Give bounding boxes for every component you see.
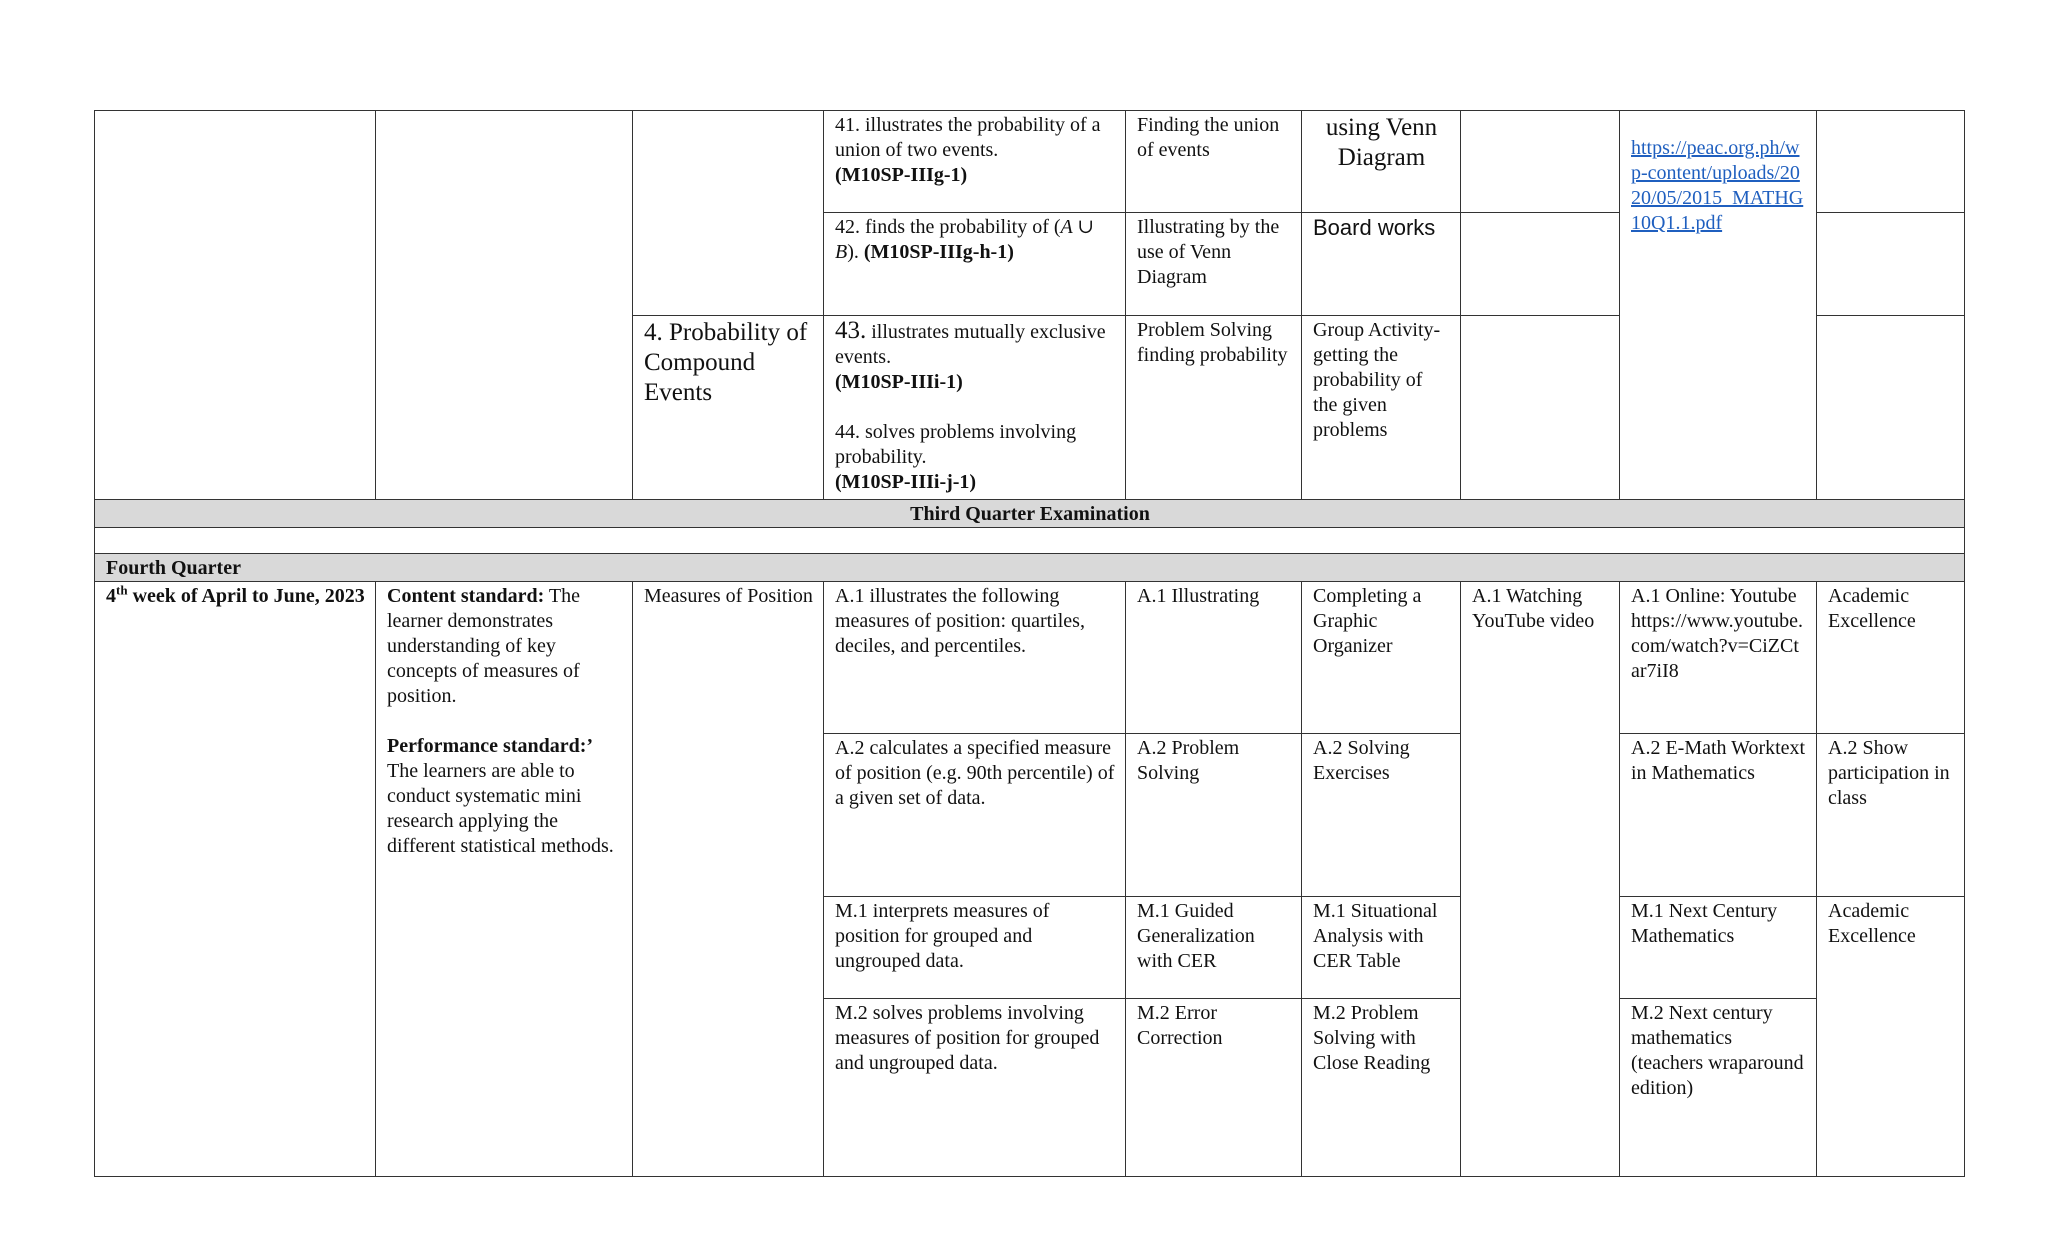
resource-cell: A.1 Online: Youtube https://www.youtube.com/watch?v=CiZCtar7iI8 — [1620, 582, 1817, 734]
competency-43-code: (M10SP-IIIi-1) — [835, 371, 963, 393]
date-cell — [95, 582, 376, 1177]
competency-42-text: 42. finds the probability of ( — [835, 216, 1061, 238]
exam-banner: Third Quarter Examination — [95, 500, 1965, 528]
competency-42-math: A ∪ B — [835, 216, 1095, 263]
strategy-cell: M.1 Situational Analysis with CER Table — [1302, 897, 1461, 999]
quarter-header: Fourth Quarter — [95, 554, 1965, 582]
content-standard-text: The learner demonstrates understanding of key concepts of measures of position. — [387, 585, 580, 707]
value-cell: Academic Excellence — [1817, 582, 1965, 734]
strategy-cell: Board works — [1302, 213, 1461, 316]
strategy-cell: using Venn Diagram — [1302, 111, 1461, 213]
date-prefix: 4 — [106, 585, 116, 607]
topic-compound-events: 4. Probability of Compound Events — [633, 316, 824, 500]
competency-42-end: ). — [847, 241, 859, 263]
resource-cell: M.1 Next Century Mathematics — [1620, 897, 1817, 999]
strategy-cell: Group Activity- getting the probability of the given problems — [1302, 316, 1461, 500]
performance-standard-text: The learners are able to conduct systematic mini research applying the different statistical methods. — [387, 760, 614, 857]
competency-43-text: illustrates mutually exclusive events. — [835, 321, 1106, 368]
competency-cell: M.2 solves problems involving measures of position for grouped and ungrouped data. — [824, 999, 1126, 1177]
strategy-cell: A.2 Solving Exercises — [1302, 734, 1461, 897]
strategy-cell: Completing a Graphic Organizer — [1302, 582, 1461, 734]
competency-44-text: 44. solves problems involving probability. — [835, 421, 1077, 468]
table-row — [95, 500, 1965, 528]
value-cell: Academic Excellence — [1817, 897, 1965, 1177]
empty-cell — [1817, 316, 1965, 500]
table-row — [95, 111, 1965, 213]
empty-cell — [1461, 213, 1620, 316]
competency-41-cell — [824, 111, 1126, 213]
competency-42-code: (M10SP-IIIg-h-1) — [863, 241, 1014, 263]
activity-cell: Finding the union of events — [1126, 111, 1302, 213]
activity-cell: Illustrating by the use of Venn Diagram — [1126, 213, 1302, 316]
competency-cell: M.1 interprets measures of position for grouped and ungrouped data. — [824, 897, 1126, 999]
performance-standard-label: Performance standard:’ — [387, 735, 594, 757]
competency-44-code: (M10SP-IIIi-j-1) — [835, 471, 977, 493]
competency-43-number: 43. — [835, 317, 867, 344]
table-row — [95, 554, 1965, 582]
empty-cell — [1817, 213, 1965, 316]
date-sup: th — [116, 582, 128, 598]
strategy-cell: M.2 Problem Solving with Close Reading — [1302, 999, 1461, 1177]
table-row — [95, 582, 1965, 734]
competency-41-code: (M10SP-IIIg-1) — [835, 164, 968, 186]
empty-cell-date — [95, 111, 376, 500]
tools-cell: A.1 Watching YouTube video — [1461, 582, 1620, 1177]
activity-cell: M.1 Guided Generalization with CER — [1126, 897, 1302, 999]
competency-43-44-cell — [824, 316, 1126, 500]
resource-cell: M.2 Next century mathematics (teachers wraparound edition) — [1620, 999, 1817, 1177]
empty-cell — [1461, 111, 1620, 213]
value-cell: A.2 Show participation in class — [1817, 734, 1965, 897]
competency-cell: A.1 illustrates the following measures of position: quartiles, deciles, and percentiles. — [824, 582, 1126, 734]
activity-cell: Problem Solving finding probability — [1126, 316, 1302, 500]
resource-link-cell — [1620, 111, 1817, 500]
resource-link[interactable]: https://peac.org.ph/wp-content/uploads/2020/05/2015_MATHG10Q1.1.pdf — [1631, 137, 1804, 234]
standards-cell — [376, 582, 633, 1177]
date-rest: week of April to June, 2023 — [127, 585, 365, 607]
competency-42-cell — [824, 213, 1126, 316]
spacer-row — [95, 528, 1965, 554]
empty-cell-topic — [633, 111, 824, 316]
activity-cell: M.2 Error Correction — [1126, 999, 1302, 1177]
empty-cell — [1461, 316, 1620, 500]
activity-cell: A.2 Problem Solving — [1126, 734, 1302, 897]
activity-cell: A.1 Illustrating — [1126, 582, 1302, 734]
resource-cell: A.2 E-Math Worktext in Mathematics — [1620, 734, 1817, 897]
competency-41-text: 41. illustrates the probability of a union of two events. — [835, 114, 1101, 161]
competency-cell: A.2 calculates a specified measure of position (e.g. 90th percentile) of a given set of data. — [824, 734, 1126, 897]
empty-cell-standards — [376, 111, 633, 500]
topic-measures-of-position: Measures of Position — [633, 582, 824, 1177]
empty-cell — [1817, 111, 1965, 213]
table-row — [95, 528, 1965, 554]
content-standard-label: Content standard: — [387, 585, 545, 607]
curriculum-map-table — [94, 110, 1965, 1177]
